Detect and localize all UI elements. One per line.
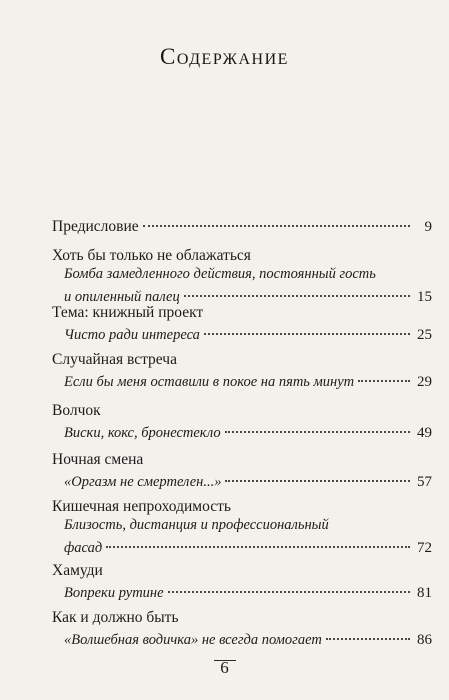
toc-entry bbox=[52, 608, 432, 650]
toc-chapter-title: Предисловие bbox=[52, 217, 139, 235]
toc-chapter-title: Хамуди bbox=[52, 562, 103, 579]
toc-subtitle: Бомба замедленного действия, постоянный гость bbox=[64, 266, 376, 282]
dot-leader bbox=[204, 318, 410, 335]
toc-entry bbox=[52, 303, 432, 345]
toc-entry bbox=[52, 213, 432, 237]
toc-page-number: 29 bbox=[417, 373, 432, 390]
toc-entry bbox=[52, 450, 432, 492]
dot-leader bbox=[184, 280, 410, 297]
dot-leader bbox=[326, 623, 410, 640]
dot-leader bbox=[225, 465, 410, 482]
dot-leader bbox=[358, 365, 410, 382]
toc-entry bbox=[52, 350, 432, 392]
toc-page-number: 15 bbox=[417, 288, 432, 305]
toc-chapter-title: Ночная смена bbox=[52, 451, 144, 468]
toc-subtitle: и опиленный палец bbox=[64, 288, 180, 305]
toc-subtitle: фасад bbox=[64, 539, 103, 556]
toc-subtitle: Если бы меня оставили в покое на пять минут bbox=[64, 373, 355, 390]
page-number: 6 bbox=[220, 658, 229, 677]
toc-page-number: 86 bbox=[417, 631, 432, 648]
toc-page-number: 81 bbox=[417, 584, 432, 601]
toc-page-number: 72 bbox=[417, 539, 432, 556]
toc-entry bbox=[52, 497, 432, 558]
toc-subtitle: Вопреки рутине bbox=[64, 584, 164, 601]
toc-subtitle: Близость, дистанция и профессиональный bbox=[64, 517, 329, 533]
toc-chapter-title: Случайная встреча bbox=[52, 351, 177, 368]
toc-subtitle: Чисто ради интереса bbox=[64, 326, 200, 343]
toc-page-number: 25 bbox=[417, 326, 432, 343]
toc-page-number: 49 bbox=[417, 424, 432, 441]
toc-subtitle: Виски, кокс, бронестекло bbox=[64, 424, 221, 441]
dot-leader bbox=[143, 209, 410, 227]
dot-leader bbox=[225, 416, 410, 433]
toc-entry bbox=[52, 401, 432, 443]
toc-chapter-title: Кишечная непроходимость bbox=[52, 498, 231, 515]
toc-entry bbox=[52, 246, 432, 307]
toc-chapter-title: Хоть бы только не облажаться bbox=[52, 247, 251, 264]
toc-entry bbox=[52, 561, 432, 603]
dot-leader bbox=[106, 531, 410, 548]
toc-chapter-title: Как и должно быть bbox=[52, 609, 179, 626]
toc-chapter-title: Волчок bbox=[52, 402, 101, 419]
page-title: Содержание bbox=[160, 44, 289, 69]
toc-chapter-title: Тема: книжный проект bbox=[52, 304, 204, 321]
dot-leader bbox=[168, 576, 410, 593]
toc-page-number: 9 bbox=[424, 218, 432, 235]
toc-subtitle: «Волшебная водичка» не всегда помогает bbox=[64, 631, 322, 648]
toc-page-number: 57 bbox=[417, 473, 432, 490]
toc-subtitle: «Оргазм не смертелен...» bbox=[64, 473, 222, 490]
